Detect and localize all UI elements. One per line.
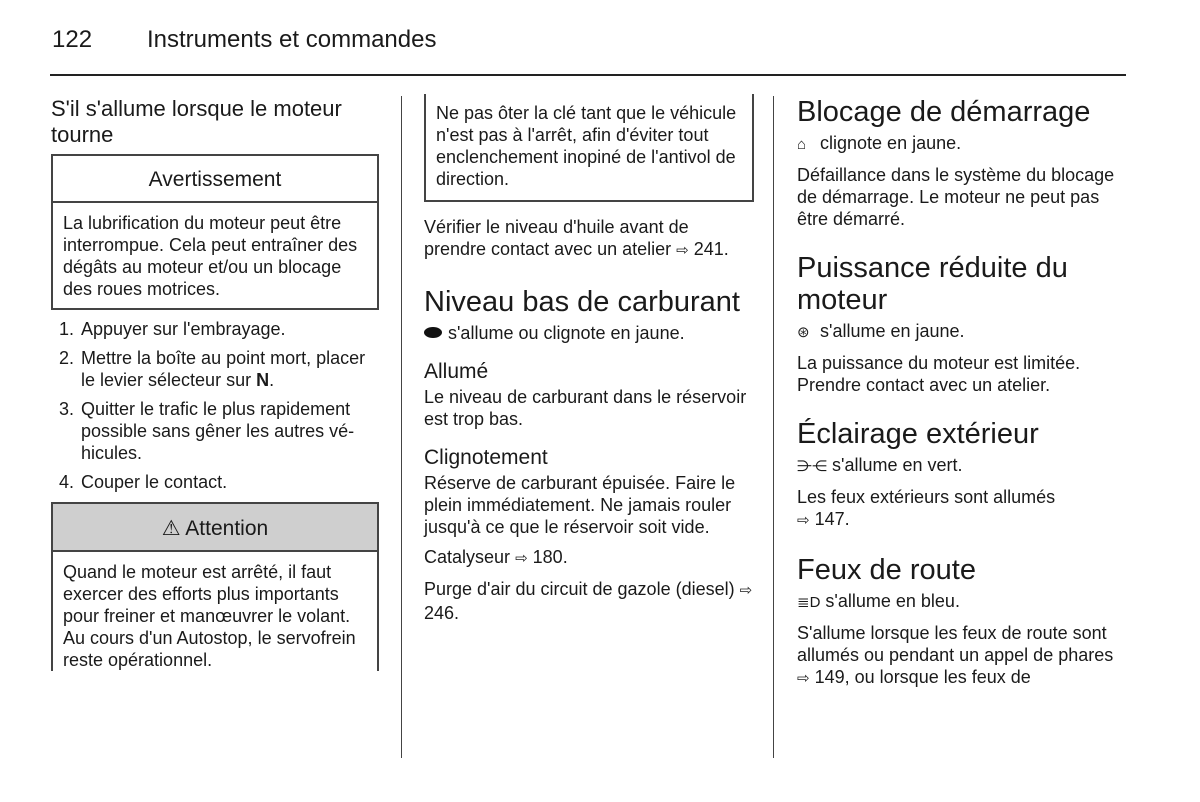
list-item: 3. Quitter le trafic le plus rapidement possible sans gêner les autres véhicules. [59, 399, 355, 463]
immobiliser-indicator-line: ⌂ clignote en jaune. [797, 132, 1127, 156]
steps-list [51, 318, 379, 493]
section-heading: S'il s'allume lorsque le moteur tourne [51, 96, 342, 147]
page-ref[interactable]: 241. [693, 239, 729, 259]
catalyst-line: Catalyseur ⇨ 180. [424, 547, 568, 567]
list-item: 4. Couper le contact. [59, 472, 228, 492]
key-warning-text: Ne pas ôter la clé tant que le véhicule n'est pas à l'arrêt, afin d'éviter tout enclenchement inopiné de l'antivol de direction. [436, 103, 737, 189]
blink-heading: Clignotement [424, 446, 548, 469]
purge-line: Purge d'air du circuit de gazole (diesel) ⇨ 246. [424, 579, 753, 623]
exterior-light-text: Les feux extérieurs sont allumés ⇨ 147. [797, 487, 1056, 529]
immobiliser-heading: Blocage de démarrage [797, 96, 1091, 128]
column-divider-2 [773, 96, 774, 758]
high-beam-icon: ≣D [797, 594, 821, 611]
fuel-heading: Niveau bas de carburant [424, 286, 740, 318]
page-ref-icon: ⇨ [739, 582, 753, 599]
reduced-power-indicator-line: ⊛ s'allume en jaune. [797, 320, 1127, 344]
warning-triangle-icon: ⚠ [161, 517, 181, 540]
high-beam-indicator-line: ≣D s'allume en bleu. [797, 590, 1127, 614]
page-number: 122 [52, 26, 93, 53]
caution-title: Attention [185, 517, 269, 540]
column-left [51, 96, 379, 679]
page-ref-icon: ⇨ [797, 670, 810, 687]
chapter-title: Instruments et commandes [147, 26, 437, 53]
exterior-light-heading: Éclairage extérieur [797, 418, 1039, 450]
blink-text: Réserve de carburant épuisée. Faire le plein immédiatement. Ne jamais rouler jusqu'à ce que le réservoir soit vide. [424, 473, 736, 537]
caution-header [53, 504, 377, 552]
page-ref[interactable]: 149, [814, 667, 850, 687]
page-ref[interactable]: 180. [532, 547, 568, 567]
gear-neutral-label: N [256, 370, 270, 390]
high-beam-heading: Feux de route [797, 554, 976, 586]
column-divider-1 [401, 96, 402, 758]
oil-check-text: Vérifier le niveau d'huile avant de prendre contact avec un atelier ⇨ 241. [424, 217, 729, 259]
caution-continued-box [424, 94, 754, 202]
list-item: 2. Mettre la boîte au point mort, placer le levier sélecteur sur N. [59, 348, 366, 390]
fuel-indicator-line: s'allume ou clignote en jaune. [424, 322, 754, 344]
caution-box [51, 502, 379, 671]
on-heading: Allumé [424, 360, 489, 383]
reduced-power-icon: ⊛ [797, 324, 810, 341]
exterior-light-indicator-line: ⋺⋲ s'allume en vert. [797, 454, 1127, 478]
immobiliser-text: Défaillance dans le système du blocage de démarrage. Le moteur ne peut pas être démarré. [797, 165, 1115, 229]
warning-title: Avertissement [53, 156, 377, 203]
page-ref[interactable]: 246. [424, 603, 460, 623]
immobiliser-icon: ⌂ [797, 136, 807, 153]
warning-text: La lubrification du moteur peut être interrompue. Cela peut entraîner des dégâts au moteur et/ou un blocage des roues motrices. [63, 213, 358, 299]
column-middle [424, 96, 754, 632]
page-ref-icon: ⇨ [515, 550, 528, 567]
column-right [797, 96, 1127, 698]
warning-box [51, 154, 379, 310]
reduced-power-text: La puissance du moteur est limitée. Prendre contact avec un atelier. [797, 353, 1081, 395]
exterior-light-icon: ⋺⋲ [797, 458, 827, 475]
fuel-indicator-icon [424, 327, 442, 338]
page-ref[interactable]: 147. [814, 509, 850, 529]
list-item: 1. Appuyer sur l'embrayage. [59, 319, 286, 339]
caution-text: Quand le moteur est arrêté, il faut exercer des efforts plus importants pour freiner et manœuvrer le volant. Au cours d'un Autostop, le servofrein reste opérationnel. [63, 562, 356, 670]
page-ref-icon: ⇨ [797, 512, 810, 529]
high-beam-text: S'allume lorsque les feux de route sont allumés ou pendant un appel de phares ⇨ 149, ou lorsque les feux de [797, 623, 1114, 687]
page-ref-icon: ⇨ [676, 242, 689, 259]
on-text: Le niveau de carburant dans le réservoir est trop bas. [424, 387, 747, 429]
reduced-power-heading: Puissance réduite du moteur [797, 252, 1068, 316]
header-divider [50, 74, 1126, 76]
